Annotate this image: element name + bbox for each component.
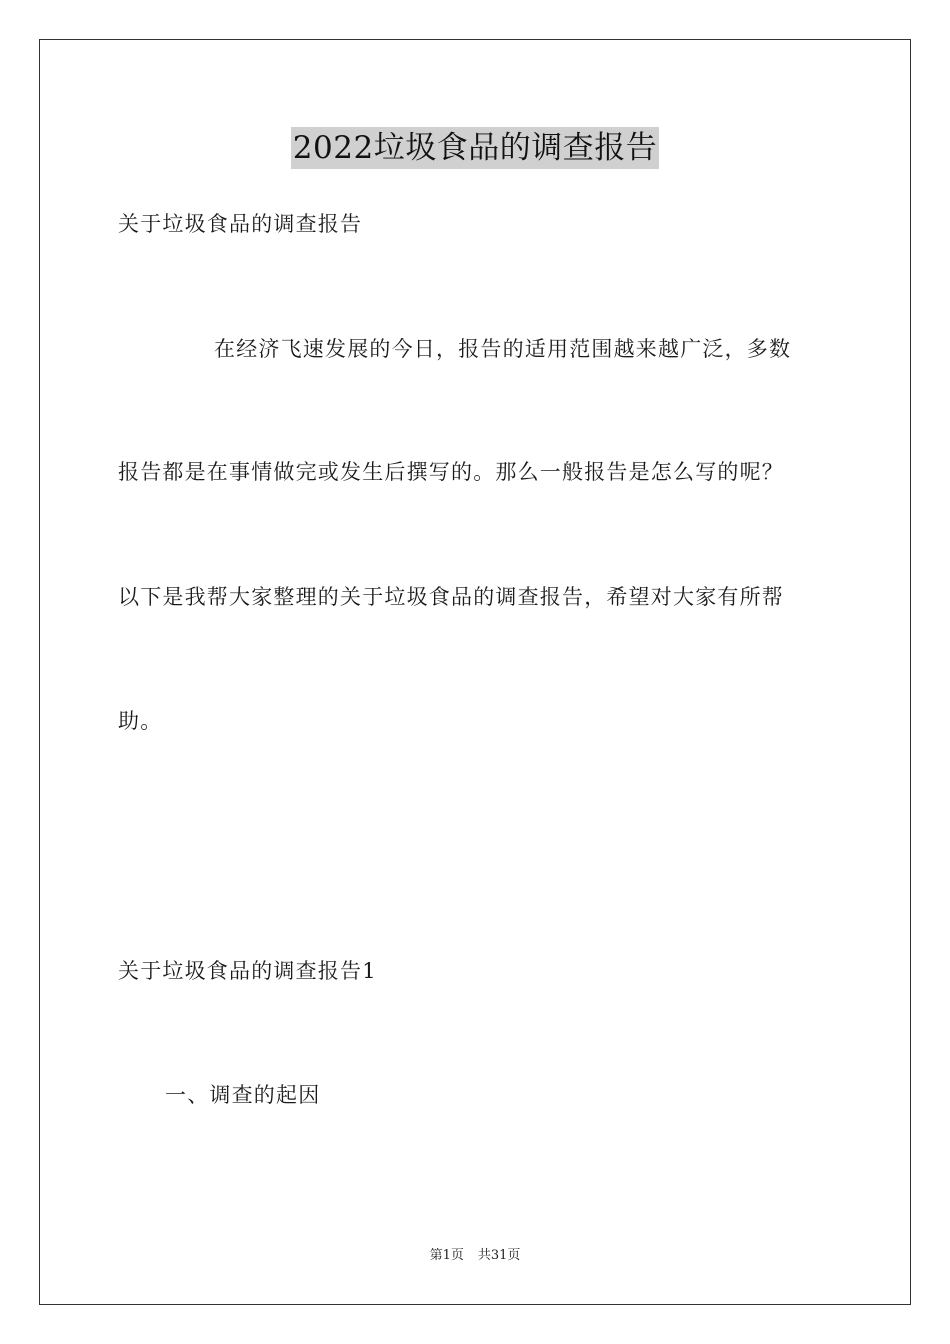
document-subtitle: 关于垃圾食品的调查报告 (118, 212, 363, 236)
section-heading: 一、调查的起因 (165, 1083, 321, 1107)
intro-line-4: 助。 (118, 709, 163, 733)
report-heading: 关于垃圾食品的调查报告1 (118, 959, 377, 983)
page-number: 第1页 (429, 1248, 464, 1263)
page-total: 共31页 (477, 1248, 521, 1263)
document-title: 2022垃圾食品的调查报告 (291, 127, 659, 169)
title-container (0, 127, 950, 169)
page-footer (0, 1247, 950, 1265)
intro-line-1: 在经济飞速发展的今日，报告的适用范围越来越广泛，多数 (214, 337, 792, 361)
intro-line-2: 报告都是在事情做完或发生后撰写的。那么一般报告是怎么写的呢？ (118, 460, 784, 484)
intro-line-3: 以下是我帮大家整理的关于垃圾食品的调查报告，希望对大家有所帮 (118, 585, 784, 609)
